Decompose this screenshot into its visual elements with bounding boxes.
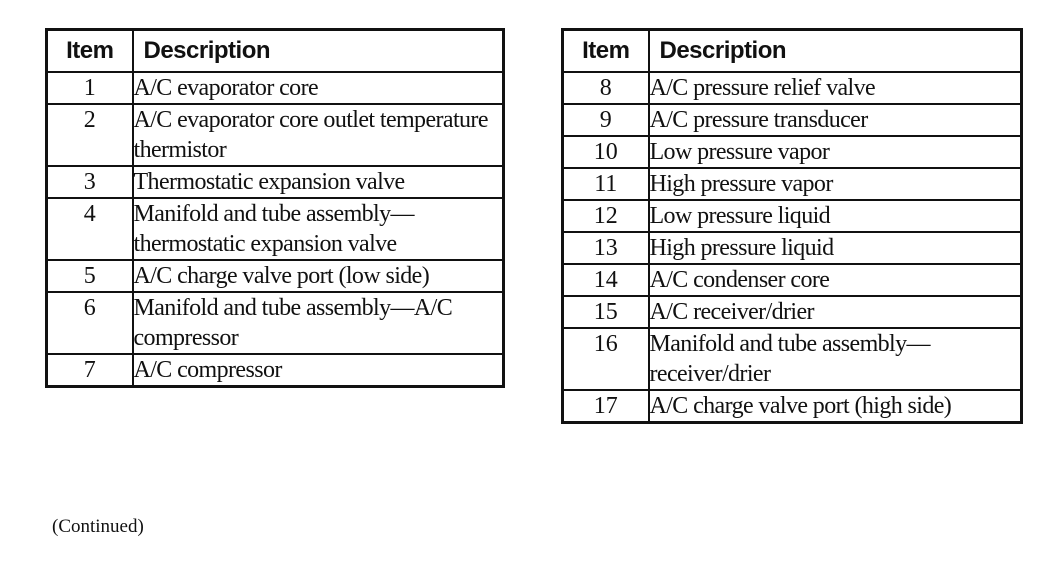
item-description: A/C receiver/drier <box>649 296 1022 328</box>
parts-table-right <box>561 28 1023 424</box>
item-number: 17 <box>563 390 649 423</box>
item-description: Low pressure liquid <box>649 200 1022 232</box>
table-row <box>47 72 504 104</box>
item-number: 2 <box>47 104 133 166</box>
item-description: Thermostatic expansion valve <box>133 166 504 198</box>
item-number: 11 <box>563 168 649 200</box>
item-number: 5 <box>47 260 133 292</box>
table-header-row <box>47 30 504 73</box>
continued-note: (Continued) <box>52 516 144 537</box>
item-number: 15 <box>563 296 649 328</box>
table-row <box>563 296 1022 328</box>
item-number: 3 <box>47 166 133 198</box>
item-description: Low pressure vapor <box>649 136 1022 168</box>
item-description: A/C evaporator core outlet temperature thermistor <box>133 104 504 166</box>
table-row <box>47 166 504 198</box>
item-number: 10 <box>563 136 649 168</box>
item-description: A/C pressure transducer <box>649 104 1022 136</box>
table-row <box>563 168 1022 200</box>
table-row <box>563 328 1022 390</box>
item-number: 9 <box>563 104 649 136</box>
item-description: A/C condenser core <box>649 264 1022 296</box>
item-number: 12 <box>563 200 649 232</box>
table-row <box>47 260 504 292</box>
item-description: A/C pressure relief valve <box>649 72 1022 104</box>
item-number: 16 <box>563 328 649 390</box>
table-row <box>47 354 504 387</box>
item-column-header: Item <box>563 30 649 73</box>
item-description: A/C compressor <box>133 354 504 387</box>
item-description: A/C charge valve port (low side) <box>133 260 504 292</box>
item-description: High pressure liquid <box>649 232 1022 264</box>
table-row <box>563 72 1022 104</box>
description-column-header: Description <box>649 30 1022 73</box>
item-description: A/C evaporator core <box>133 72 504 104</box>
item-description: A/C charge valve port (high side) <box>649 390 1022 423</box>
table-row <box>563 104 1022 136</box>
item-number: 14 <box>563 264 649 296</box>
item-number: 7 <box>47 354 133 387</box>
description-column-header: Description <box>133 30 504 73</box>
item-number: 8 <box>563 72 649 104</box>
item-number: 6 <box>47 292 133 354</box>
item-description: High pressure vapor <box>649 168 1022 200</box>
table-row <box>563 232 1022 264</box>
table-row <box>47 104 504 166</box>
table-header-row <box>563 30 1022 73</box>
table-row <box>47 198 504 260</box>
table-row <box>563 390 1022 423</box>
item-column-header: Item <box>47 30 133 73</box>
item-description: Manifold and tube assembly—receiver/drier <box>649 328 1022 390</box>
table-row <box>563 136 1022 168</box>
table-row <box>563 200 1022 232</box>
item-number: 4 <box>47 198 133 260</box>
table-row <box>563 264 1022 296</box>
item-description: Manifold and tube assembly—thermostatic expansion valve <box>133 198 504 260</box>
item-number: 1 <box>47 72 133 104</box>
item-number: 13 <box>563 232 649 264</box>
item-description: Manifold and tube assembly—A/C compressor <box>133 292 504 354</box>
table-row <box>47 292 504 354</box>
parts-table-left <box>45 28 505 388</box>
